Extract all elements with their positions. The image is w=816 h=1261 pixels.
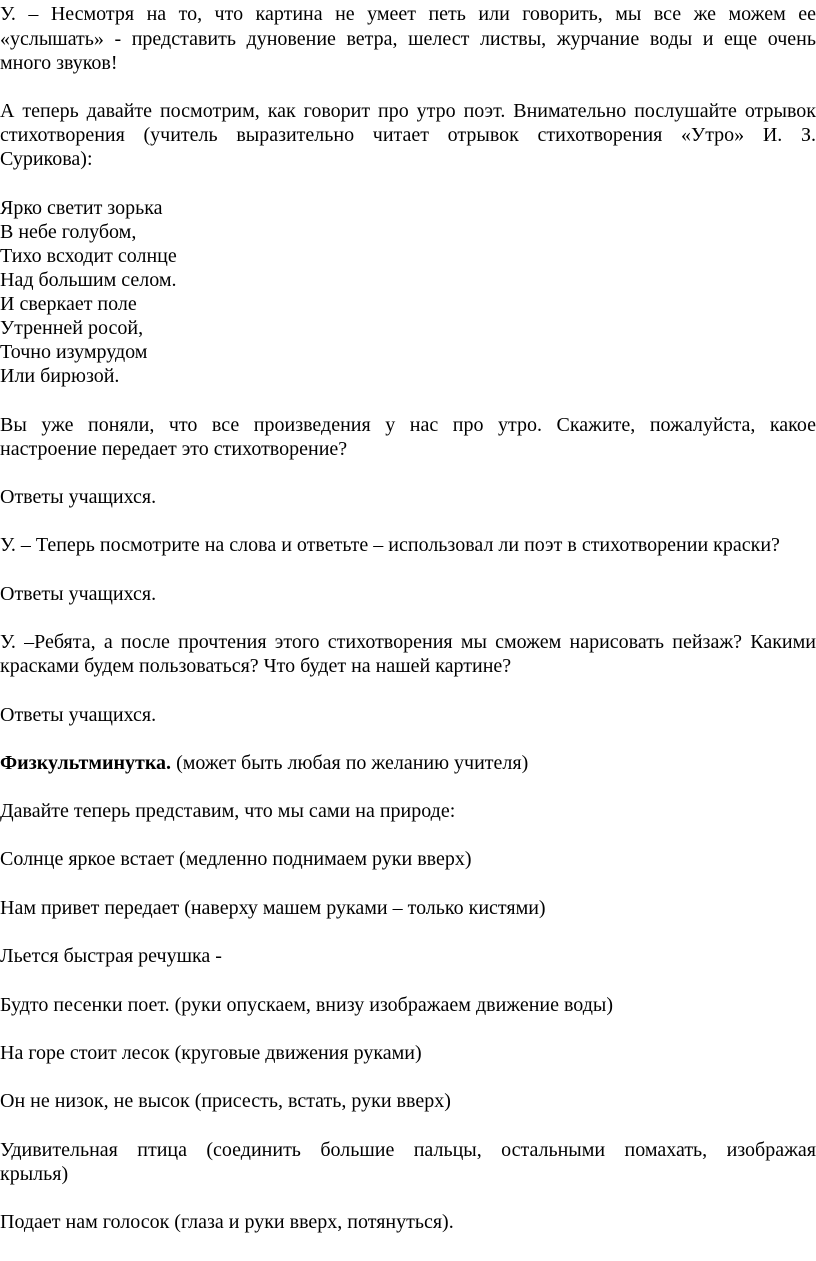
warmup-line: Давайте теперь представим, что мы сами на природе: [0, 800, 456, 822]
answers-line: Ответы учащихся. [0, 704, 157, 726]
warmup-title: Физкультминутка. [0, 752, 172, 774]
paragraph-1-line-3: много звуков! [0, 52, 118, 74]
paragraph-5-line-2: красками будем пользоваться? Что будет на нашей картине? [0, 655, 512, 677]
warmup-note: (может быть любая по желанию учителя) [171, 752, 529, 774]
warmup-line: Он не низок, не высок (присесть, встать, руки вверх) [0, 1090, 451, 1112]
poem-line: Ярко светит зорька [0, 197, 163, 219]
poem-line: Над большим селом. [0, 269, 177, 291]
paragraph-3-line-1: Вы уже поняли, что все произведения у нас про утро. Скажите, пожалуйста, какое [0, 414, 816, 436]
paragraph-5-line-1: У. –Ребята, а после прочтения этого стихотворения мы сможем нарисовать пейзаж? Какими [0, 631, 816, 653]
warmup-line-8-part-2: крылья) [0, 1163, 69, 1185]
warmup-line: Льется быстрая речушка - [0, 945, 222, 967]
poem-line: Или бирюзой. [0, 365, 120, 387]
warmup-line-8-part-1: Удивительная птица (соединить большие пальцы, остальными помахать, изображая [0, 1139, 816, 1161]
warmup-heading [0, 751, 816, 775]
paragraph-2-line-1: А теперь давайте посмотрим, как говорит про утро поэт. Внимательно послушайте отрывок [0, 100, 816, 122]
warmup-line: Нам привет передает (наверху машем руками – только кистями) [0, 897, 546, 919]
warmup-line: На горе стоит лесок (круговые движения руками) [0, 1042, 422, 1064]
paragraph-2-line-2: стихотворения (учитель выразительно читает отрывок стихотворения «Утро» И. З. [0, 124, 816, 146]
warmup-line: Будто песенки поет. (руки опускаем, внизу изображаем движение воды) [0, 994, 613, 1016]
paragraph-1-line-2: «услышать» - представить дуновение ветра, шелест листвы, журчание воды и еще очень [0, 28, 816, 50]
answers-line: Ответы учащихся. [0, 583, 157, 605]
paragraph-3-line-2: настроение передает это стихотворение? [0, 438, 348, 460]
answers-line: Ответы учащихся. [0, 486, 157, 508]
paragraph-4: У. – Теперь посмотрите на слова и ответьте – использовал ли поэт в стихотворении краски? [0, 534, 780, 556]
warmup-line: Солнце яркое встает (медленно поднимаем руки вверх) [0, 848, 472, 870]
paragraph-1-line-1: У. – Несмотря на то, что картина не умеет петь или говорить, мы все же можем ее [0, 3, 816, 25]
poem-line: В небе голубом, [0, 221, 137, 243]
poem-line: Точно изумрудом [0, 341, 148, 363]
paragraph-2-line-3: Сурикова): [0, 148, 93, 170]
warmup-line: Подает нам голосок (глаза и руки вверх, потянуться). [0, 1211, 454, 1233]
poem-line: Утренней росой, [0, 317, 144, 339]
poem-line: Тихо всходит солнце [0, 245, 177, 267]
poem-line: И сверкает поле [0, 293, 137, 315]
